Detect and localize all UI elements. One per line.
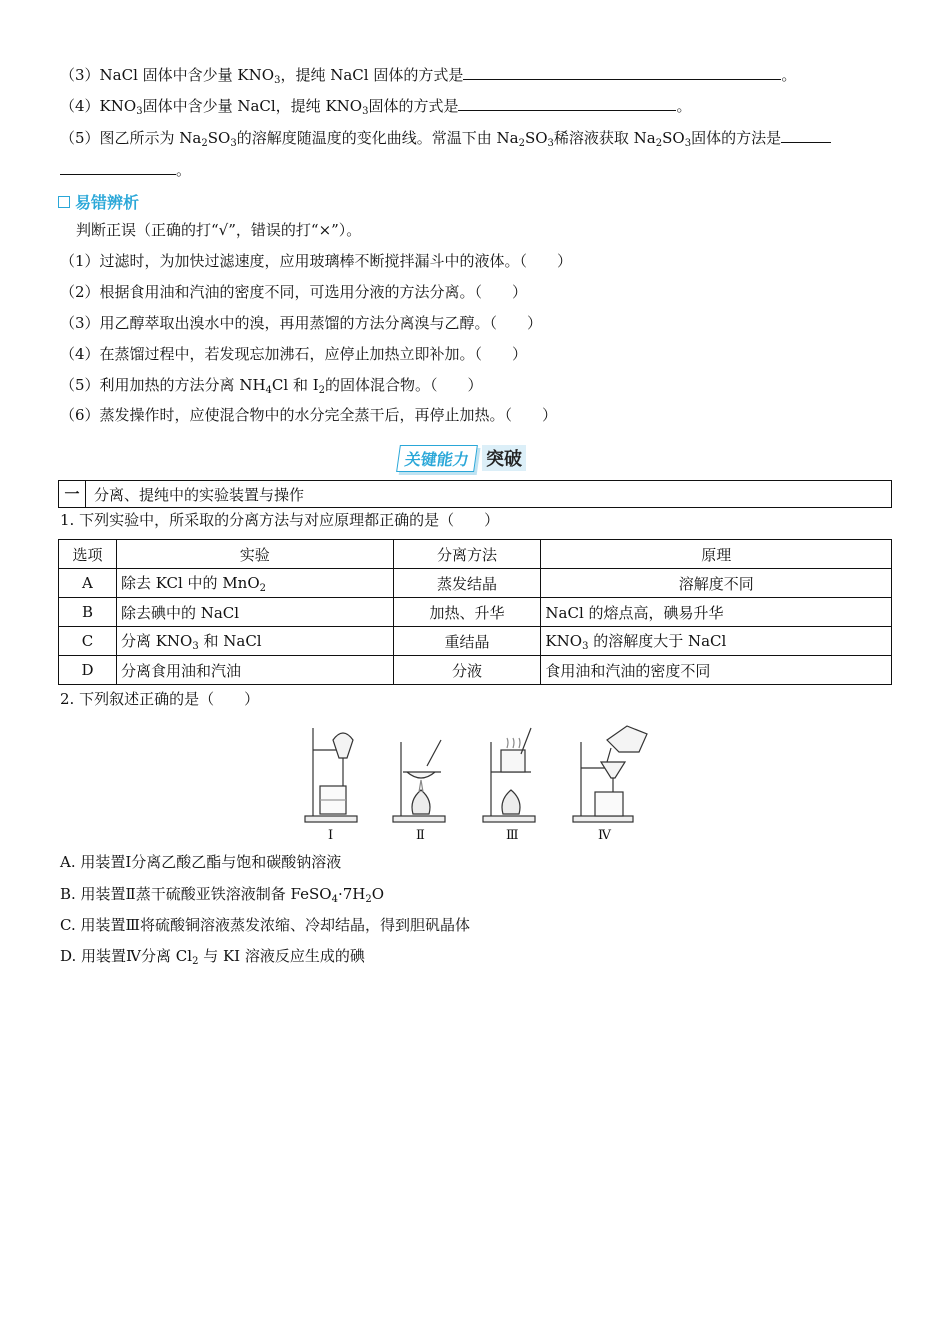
q5-sub-d: 3 bbox=[547, 138, 554, 149]
header-option: 选项 bbox=[59, 540, 117, 569]
question-3 bbox=[60, 63, 796, 91]
pitfall-item-5 bbox=[60, 375, 483, 401]
q4-end: 。 bbox=[676, 97, 692, 115]
pitfall-5-c: 的固体混合物。（ ） bbox=[325, 376, 483, 394]
q5-text-b: SO bbox=[207, 129, 231, 147]
q5-sub-f: 3 bbox=[684, 138, 692, 149]
q4-text-b: 固体中含少量 NaCl，提纯 KNO bbox=[142, 97, 363, 115]
row-experiment: 除去碘中的 NaCl bbox=[116, 598, 393, 627]
pitfall-instruction: 判断正误（正确的打“√”，错误的打“×”）。 bbox=[76, 221, 362, 239]
exp-sub: 2 bbox=[259, 583, 267, 594]
q5-text-f: SO bbox=[662, 129, 685, 147]
apparatus-1-icon bbox=[305, 728, 357, 822]
figure-label-2: Ⅱ bbox=[416, 828, 425, 843]
pitfall-item-3: （3）用乙醇萃取出溴水中的溴，再用蒸馏的方法分离溴与乙醇。（ ） bbox=[60, 314, 543, 332]
q4-blank[interactable] bbox=[458, 94, 676, 111]
optb-sub2: 2 bbox=[365, 894, 372, 905]
row-method: 分液 bbox=[393, 656, 541, 685]
optb-text-a: B. 用装置Ⅱ蒸干硫酸亚铁溶液制备 FeSO bbox=[60, 885, 332, 903]
row-principle: NaCl 的熔点高，碘易升华 bbox=[541, 598, 892, 627]
pitfall-item-4: （4）在蒸馏过程中，若发现忘加沸石，应停止加热立即补加。（ ） bbox=[60, 345, 528, 363]
principle-sub: 3 bbox=[582, 641, 589, 652]
row-experiment: 分离食用油和汽油 bbox=[116, 656, 393, 685]
q5-sub-e: 2 bbox=[655, 138, 663, 149]
q5-sub-a: 2 bbox=[201, 138, 208, 149]
q3-end: 。 bbox=[781, 66, 797, 84]
optd-text-a: D. 用装置Ⅳ分离 Cl bbox=[60, 947, 193, 965]
q3-sub: 3 bbox=[274, 75, 281, 86]
table-row bbox=[59, 598, 892, 627]
pitfall-heading bbox=[58, 190, 139, 213]
key-ability-banner bbox=[398, 444, 526, 472]
q4-text-c: 固体的方式是 bbox=[368, 97, 459, 115]
pitfall-item-6: （6）蒸发操作时，应使混合物中的水分完全蒸干后，再停止加热。（ ） bbox=[60, 406, 558, 424]
table-header-row bbox=[59, 540, 892, 569]
optd-sub: 2 bbox=[192, 956, 199, 967]
pitfall-5-b: Cl 和 I bbox=[271, 376, 319, 394]
q5-text-d: SO bbox=[524, 129, 548, 147]
q5-blank-b[interactable] bbox=[60, 158, 176, 175]
apparatus-2-icon bbox=[393, 740, 445, 822]
row-experiment bbox=[116, 569, 393, 598]
header-experiment: 实验 bbox=[116, 540, 393, 569]
q3-blank[interactable] bbox=[463, 63, 781, 80]
table-row bbox=[59, 569, 892, 598]
exp-text: 分离 KNO bbox=[120, 632, 193, 650]
question-5 bbox=[60, 126, 831, 154]
topic-bar bbox=[58, 480, 892, 508]
figure-label-1: Ⅰ bbox=[328, 828, 334, 843]
q2-option-a: A. 用装置Ⅰ分离乙酸乙酯与饱和碳酸钠溶液 bbox=[60, 853, 342, 871]
table-row bbox=[59, 656, 892, 685]
pitfall-item-1: （1）过滤时，为加快过滤速度，应用玻璃棒不断搅拌漏斗中的液体。（ ） bbox=[60, 252, 573, 270]
row-principle: 溶解度不同 bbox=[541, 569, 892, 598]
q4-text-a: （4）KNO bbox=[60, 97, 137, 115]
question-4 bbox=[60, 94, 691, 122]
q5-text-g: 固体的方法是 bbox=[691, 129, 782, 147]
topic-title: 分离、提纯中的实验装置与操作 bbox=[94, 485, 305, 504]
principle-text-b: 的溶解度大于 NaCl bbox=[588, 632, 727, 650]
exp-sub: 3 bbox=[192, 641, 199, 652]
q5-text-e: 稀溶液获取 Na bbox=[553, 129, 656, 147]
q5-text-a: （5）图乙所示为 Na bbox=[60, 129, 202, 147]
header-principle: 原理 bbox=[541, 540, 892, 569]
optb-text-c: O bbox=[371, 885, 385, 903]
apparatus-3-icon bbox=[483, 728, 535, 822]
q5-end: 。 bbox=[176, 161, 192, 179]
topic-number: 一 bbox=[59, 481, 86, 507]
figure-label-3: Ⅲ bbox=[506, 828, 519, 843]
pitfall-5-sub2: 2 bbox=[318, 385, 326, 396]
pitfall-title: 易错辨析 bbox=[75, 193, 140, 212]
banner-rest: 突破 bbox=[482, 445, 526, 471]
q1-stem: 1. 下列实验中，所采取的分离方法与对应原理都正确的是（ ） bbox=[60, 511, 500, 529]
row-method: 蒸发结晶 bbox=[393, 569, 541, 598]
q2-option-d bbox=[60, 946, 365, 972]
row-principle: 食用油和汽油的密度不同 bbox=[541, 656, 892, 685]
q2-option-c: C. 用装置Ⅲ将硫酸铜溶液蒸发浓缩、冷却结晶，得到胆矾晶体 bbox=[60, 916, 470, 934]
exp-text-b: 和 NaCl bbox=[198, 632, 262, 650]
row-option: D bbox=[59, 656, 117, 685]
pitfall-5-sub1: 4 bbox=[265, 385, 272, 396]
q5-sub-b: 3 bbox=[230, 138, 237, 149]
optb-text-b: ·7H bbox=[337, 885, 366, 903]
row-option: A bbox=[59, 569, 117, 598]
q2-option-b bbox=[60, 884, 384, 910]
row-experiment bbox=[116, 627, 393, 656]
q3-text-b: ，提纯 NaCl 固体的方式是 bbox=[280, 66, 464, 84]
square-icon bbox=[58, 196, 70, 208]
q5-sub-c: 2 bbox=[518, 138, 525, 149]
q4-sub: 3 bbox=[136, 106, 143, 117]
row-principle bbox=[541, 627, 892, 656]
principle-text: KNO bbox=[545, 632, 583, 650]
table-row bbox=[59, 627, 892, 656]
q5-text-c: 的溶解度随温度的变化曲线。常温下由 Na bbox=[236, 129, 519, 147]
q5-blank-a[interactable] bbox=[781, 126, 831, 143]
figure-label-4: Ⅳ bbox=[598, 828, 611, 843]
header-method: 分离方法 bbox=[393, 540, 541, 569]
pitfall-item-2: （2）根据食用油和汽油的密度不同，可选用分液的方法分离。（ ） bbox=[60, 283, 528, 301]
row-option: C bbox=[59, 627, 117, 656]
q1-table bbox=[58, 539, 892, 685]
q2-stem: 2. 下列叙述正确的是（ ） bbox=[60, 690, 260, 708]
q4-sub2: 3 bbox=[362, 106, 369, 117]
optd-text-b: 与 KI 溶液反应生成的碘 bbox=[198, 947, 365, 965]
pitfall-5-a: （5）利用加热的方法分离 NH bbox=[60, 376, 266, 394]
optb-sub1: 4 bbox=[331, 894, 338, 905]
q3-text-a: （3）NaCl 固体中含少量 KNO bbox=[60, 66, 275, 84]
row-method: 重结晶 bbox=[393, 627, 541, 656]
banner-boxed: 关键能力 bbox=[396, 445, 478, 472]
apparatus-4-icon bbox=[573, 726, 647, 822]
question-5-cont bbox=[60, 158, 191, 180]
row-method: 加热、升华 bbox=[393, 598, 541, 627]
exp-text: 除去 KCl 中的 MnO bbox=[120, 574, 260, 592]
row-option: B bbox=[59, 598, 117, 627]
